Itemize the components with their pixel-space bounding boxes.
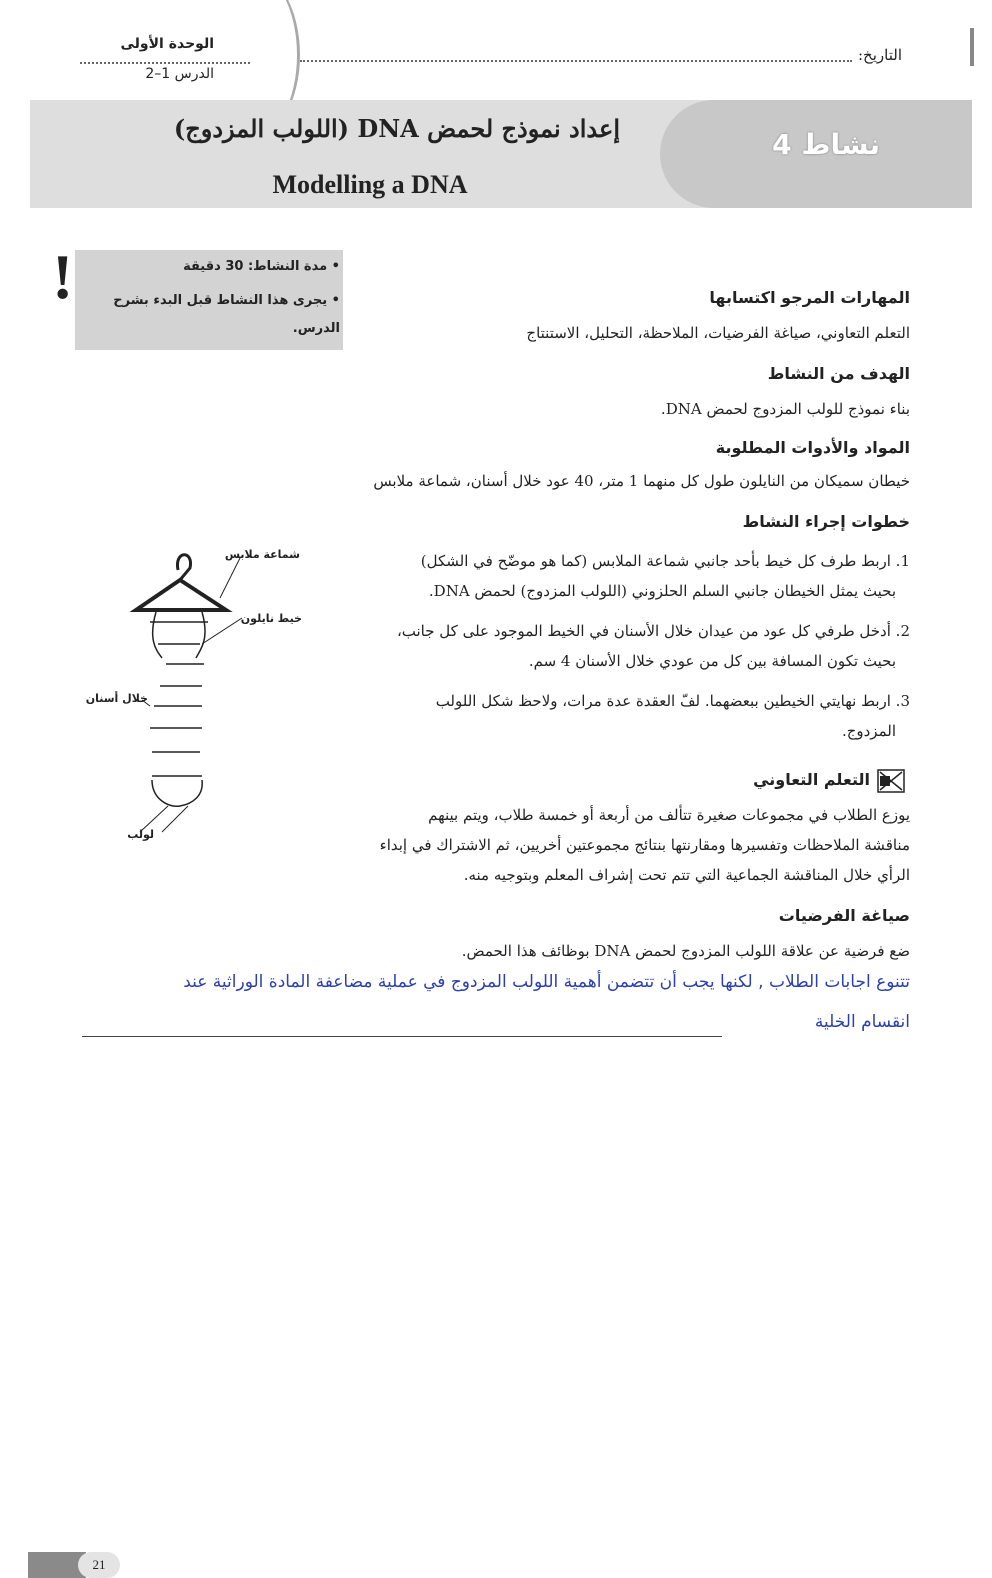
step-3-line-2: المزدوج. [841, 722, 896, 740]
coop-line-3: الرأي خلال المناقشة الجماعية التي تتم تحت إشراف المعلم وبتوجيه منه. [463, 866, 910, 884]
goal-text: بناء نموذج للولب المزدوج لحمض DNA. [660, 400, 910, 418]
activity-number: نشاط 4 [772, 128, 880, 161]
skills-heading: المهارات المرجو اكتسابها [709, 288, 910, 307]
label-nylon-thread: خيط نايلون [240, 612, 302, 625]
steps-heading: خطوات إجراء النشاط [742, 512, 910, 531]
label-hanger: شماعة ملابس [224, 548, 300, 561]
coop-line-1: يوزع الطلاب في مجموعات صغيرة تتألف من أربعة أو خمسة طلاب، ويتم بينهم [428, 806, 910, 824]
hypothesis-prompt: ضع فرضية عن علاقة اللولب المزدوج لحمض DNA بوظائف هذا الحمض. [461, 942, 910, 960]
date-field[interactable] [300, 60, 852, 62]
answer-line-1[interactable]: تتنوع اجابات الطلاب , لكنها يجب أن تتضمن أهمية اللولب المزدوج في عملية مضاعفة المادة الوراثية عند [183, 972, 910, 992]
materials-heading: المواد والأدوات المطلوبة [715, 438, 910, 457]
helix-strands [150, 612, 208, 806]
goal-heading: الهدف من النشاط [767, 364, 910, 383]
answer-blank-line[interactable] [82, 1036, 722, 1037]
step-1-line-2: بحيث يمثل الخيطان جانبي السلم الحلزوني (اللولب المزدوج) لحمض DNA. [428, 582, 896, 600]
coop-line-2: مناقشة الملاحظات وتفسيرها ومقارنتها بنتائج مجموعتين أخريين، ثم الاشتراك في إبداء [379, 836, 910, 854]
step-2-line-1: 2. أدخل طرفي كل عود من عيدان خلال الأسنان في الخيط الموجود على كل جانب، [396, 622, 910, 640]
note-duration: • مدة النشاط: 30 دقيقة [183, 259, 340, 274]
label-toothpick: خلال أسنان [85, 692, 148, 705]
note-line-2: الدرس. [292, 321, 340, 336]
cooperative-learning-heading: التعلم التعاوني [753, 770, 870, 789]
exclamation-icon: ! [52, 241, 74, 312]
note-line-1: • يجرى هذا النشاط قبل البدء بشرح [113, 293, 340, 308]
unit-label: الوحدة الأولى [120, 36, 214, 52]
materials-text: خيطان سميكان من النايلون طول كل منهما 1 متر، 40 عود خلال أسنان، شماعة ملابس [373, 472, 910, 490]
lesson-label: الدرس 1–2 [145, 66, 214, 82]
skills-text: التعلم التعاوني، صياغة الفرضيات، الملاحظة، التحليل، الاستنتاج [526, 324, 910, 342]
step-2-line-2: بحيث تكون المسافة بين كل من عودي خلال الأسنان 4 سم. [528, 652, 896, 670]
unit-divider [80, 62, 250, 64]
hanger-icon [136, 555, 226, 610]
label-helix: لولب [127, 828, 154, 841]
step-3-line-1: 3. اربط نهايتي الخيطين ببعضهما. لفّ العقدة عدة مرات، ولاحظ شكل اللولب [435, 692, 910, 710]
page-number: 21 [78, 1552, 120, 1578]
date-label: التاريخ: [858, 46, 902, 64]
activity-title-arabic: إعداد نموذج لحمض DNA (اللولب المزدوج) [173, 114, 620, 143]
cooperative-learning-icon [876, 768, 906, 794]
margin-bar [970, 28, 974, 66]
activity-title-english: Modelling a DNA [272, 170, 468, 199]
answer-line-2[interactable]: انقسام الخلية [814, 1012, 910, 1032]
hypothesis-heading: صياغة الفرضيات [778, 906, 910, 925]
step-1-line-1: 1. اربط طرف كل خيط بأحد جانبي شماعة الملابس (كما هو موضّح في الشكل) [420, 552, 910, 570]
